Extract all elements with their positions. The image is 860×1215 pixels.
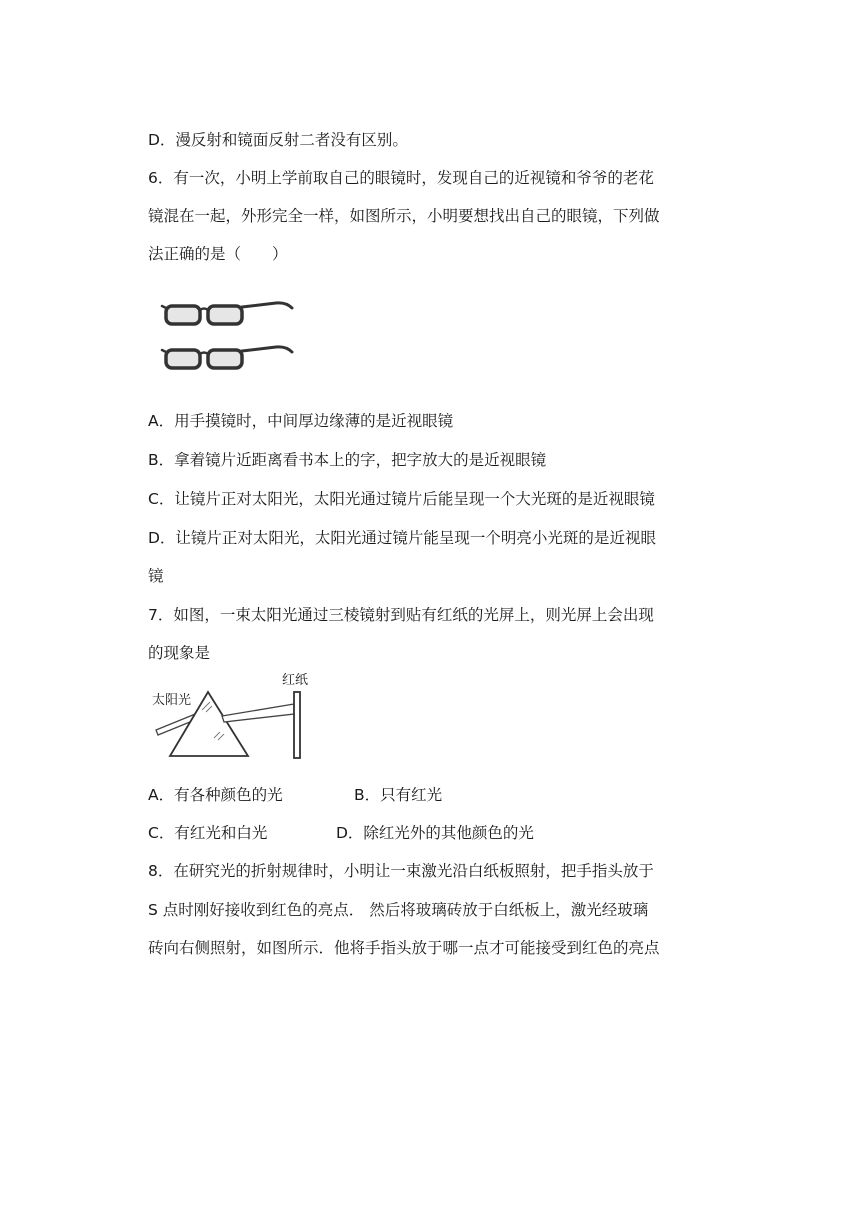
prism-figure (148, 672, 318, 768)
q8-stem-line-3: 砖向右侧照射，如图所示．他将手指头放于哪一点才可能接受到红色的亮点 (148, 939, 660, 957)
q6-stem-line-2: 镜混在一起，外形完全一样，如图所示，小明要想找出自己的眼镜，下列做 (148, 207, 660, 225)
q6-option-d-line-2: 镜 (148, 567, 164, 585)
glasses-bottom (162, 347, 292, 368)
q6-stem-line-3: 法正确的是（ ） (148, 245, 288, 263)
q6-stem-line-1: 6．有一次，小明上学前取自己的眼镜时，发现自己的近视镜和爷爷的老花 (148, 169, 654, 187)
q7-stem-line-2: 的现象是 (148, 644, 211, 662)
q8-stem-line-2: S 点时刚好接收到红色的亮点． 然后将玻璃砖放于白纸板上，激光经玻璃 (148, 901, 649, 919)
q7-option-d: D．除红光外的其他颜色的光 (336, 824, 534, 842)
q7-option-c: C．有红光和白光 (148, 824, 268, 842)
q8-stem-line-1: 8．在研究光的折射规律时，小明让一束激光沿白纸板照射，把手指头放于 (148, 862, 654, 880)
q6-option-d-line-1: D．让镜片正对太阳光，太阳光通过镜片能呈现一个明亮小光斑的是近视眼 (148, 529, 656, 547)
screen-with-red-paper (294, 692, 300, 758)
dispersed-beam (222, 704, 294, 722)
q7-option-a: A．有各种颜色的光 (148, 786, 283, 804)
label-red-paper: 红纸 (282, 673, 309, 688)
q7-stem-line-1: 7．如图，一束太阳光通过三棱镜射到贴有红纸的光屏上，则光屏上会出现 (148, 606, 654, 624)
q6-option-a: A．用手摸镜时，中间厚边缘薄的是近视眼镜 (148, 412, 454, 430)
q5-option-d: D．漫反射和镜面反射二者没有区别。 (148, 131, 408, 149)
glasses-top (162, 303, 292, 324)
q6-option-b: B．拿着镜片近距离看书本上的字，把字放大的是近视眼镜 (148, 451, 547, 469)
label-sunlight: 太阳光 (152, 693, 192, 708)
q7-option-b: B．只有红光 (354, 786, 443, 804)
q6-option-c: C．让镜片正对太阳光，太阳光通过镜片后能呈现一个大光斑的是近视眼镜 (148, 490, 655, 508)
glasses-figure (158, 296, 298, 380)
